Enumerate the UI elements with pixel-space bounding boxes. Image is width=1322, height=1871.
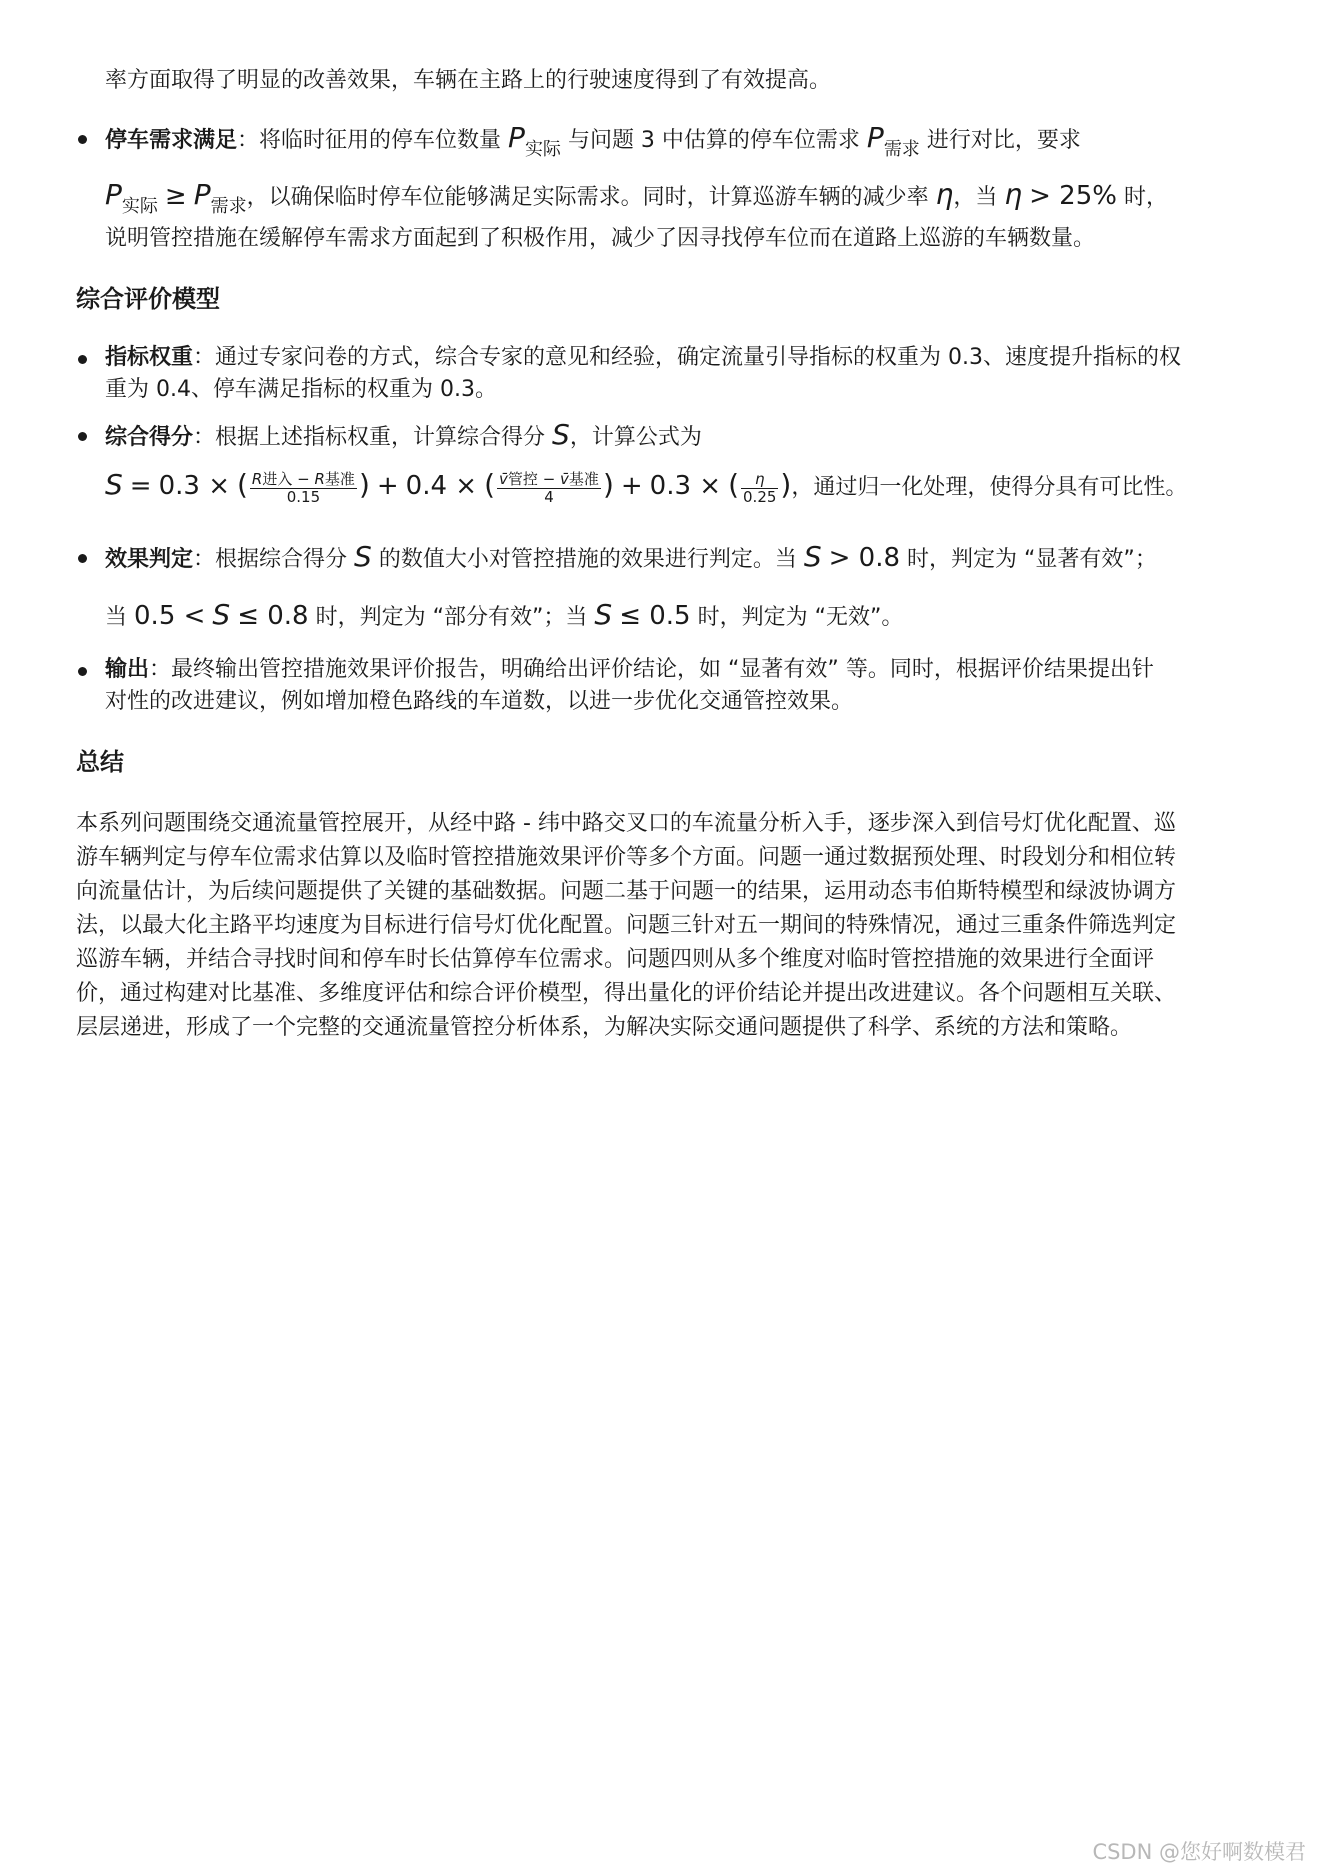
bullet-dot <box>78 554 87 563</box>
output-label: 输出 <box>105 657 150 682</box>
summary-line: 巡游车辆，并结合寻找时间和停车时长估算停车位需求。问题四则从多个维度对临时管控措施的效果进行全面评 <box>76 947 1155 972</box>
summary-line: 价，通过构建对比基准、多维度评估和综合评价模型，得出量化的评价结论并提出改进建议。各个问题相互关联、 <box>76 981 1177 1006</box>
bullet-dot <box>78 667 87 676</box>
math-p-actual: $P_{实际}$ <box>508 121 561 160</box>
paragraph-continuation: 率方面取得了明显的改善效果，车辆在主路上的行驶速度得到了有效提高。 <box>105 68 832 93</box>
math-p-need: $P_{需求}$ <box>193 178 247 217</box>
parking-line-3: 说明管控措施在缓解停车需求方面起到了积极作用，减少了因寻找停车位而在道路上巡游的车辆数量。 <box>105 226 1096 251</box>
weights-line-2: 重为 0.4、停车满足指标的权重为 0.3。 <box>105 377 497 402</box>
parking-label: 停车需求满足 <box>105 128 238 153</box>
watermark: CSDN @您好啊数模君 <box>1092 1840 1306 1864</box>
summary-line: 本系列问题围绕交通流量管控展开，从经中路 - 纬中路交叉口的车流量分析入手，逐步深入到信号灯优化配置、巡 <box>76 811 1176 836</box>
judge-line-2: 当 0.5 < S ≤ 0.8 时，判定为 “部分有效”；当 S ≤ 0.5 时，判定为 “无效”。 <box>105 598 904 631</box>
summary-line: 游车辆判定与停车位需求估算以及临时管控措施效果评价等多个方面。问题一通过数据预处理、时段划分和相位转 <box>76 845 1177 870</box>
fraction-eta: $\frac{\eta}{0.25}$ <box>743 469 777 506</box>
section-heading-eval: 综合评价模型 <box>76 285 220 313</box>
judge-label: 效果判定 <box>105 547 194 572</box>
math-p-need: $P_{需求}$ <box>866 121 920 160</box>
weights-label: 指标权重 <box>105 345 194 370</box>
summary-line: 层层递进，形成了一个完整的交通流量管控分析体系，为解决实际交通问题提供了科学、系统的方法和策略。 <box>76 1015 1133 1040</box>
score-line-1: 综合得分：根据上述指标权重，计算综合得分 S，计算公式为 <box>105 418 702 451</box>
bullet-dot <box>78 432 87 441</box>
weights-line-1: 指标权重：通过专家问卷的方式，综合专家的意见和经验，确定流量引导指标的权重为 0.3、速度提升指标的权 <box>105 345 1182 370</box>
bullet-dot <box>78 355 87 364</box>
math-p-actual: $P_{实际}$ <box>105 178 158 217</box>
fraction-v: $\frac{\text{v̄管控 − v̄基准}}{4}$ <box>499 469 599 506</box>
judge-line-1: 效果判定：根据综合得分 S 的数值大小对管控措施的效果进行判定。当 S > 0.8 时，判定为 “显著有效”； <box>105 540 1157 573</box>
summary-line: 法，以最大化主路平均速度为目标进行信号灯优化配置。问题三针对五一期间的特殊情况，通过三重条件筛选判定 <box>76 913 1177 938</box>
section-heading-summary: 总结 <box>76 748 124 776</box>
output-line-2: 对性的改进建议，例如增加橙色路线的车道数，以进一步优化交通管控效果。 <box>105 689 854 714</box>
parking-line-2: $P_{实际} \ge P_{需求}$，以确保临时停车位能够满足实际需求。同时，计算巡游车辆的减少率 η，当 η > 25% 时， <box>105 178 1168 217</box>
score-label: 综合得分 <box>105 425 194 450</box>
summary-line: 向流量估计，为后续问题提供了关键的基础数据。问题二基于问题一的结果，运用动态韦伯斯特模型和绿波协调方 <box>76 879 1177 904</box>
parking-line-1: 停车需求满足：将临时征用的停车位数量 $P_{实际}$ 与问题 3 中估算的停车位需求 $P_{需求}$ 进行对比，要求 <box>105 121 1081 160</box>
bullet-dot <box>78 135 87 144</box>
fraction-r: $\frac{\text{R进入 − R基准}}{0.15}$ <box>251 469 355 506</box>
summary-paragraph <box>76 807 1176 1045</box>
output-line-1: 输出：最终输出管控措施效果评价报告，明确给出评价结论，如 “显著有效” 等。同时，根据评价结果提出针 <box>105 657 1154 682</box>
score-formula: S = 0.3 × ( $\frac{\text{R进入 − R基准}}{0.15}$ ) + 0.4 × ( $\frac{\text{v̄管控 − v̄基准}}{4}$ ) + 0.3 × ( $\frac{\eta}{0.25}$ )，通过归一化处理，使得分具有可比性。 <box>105 468 1188 506</box>
